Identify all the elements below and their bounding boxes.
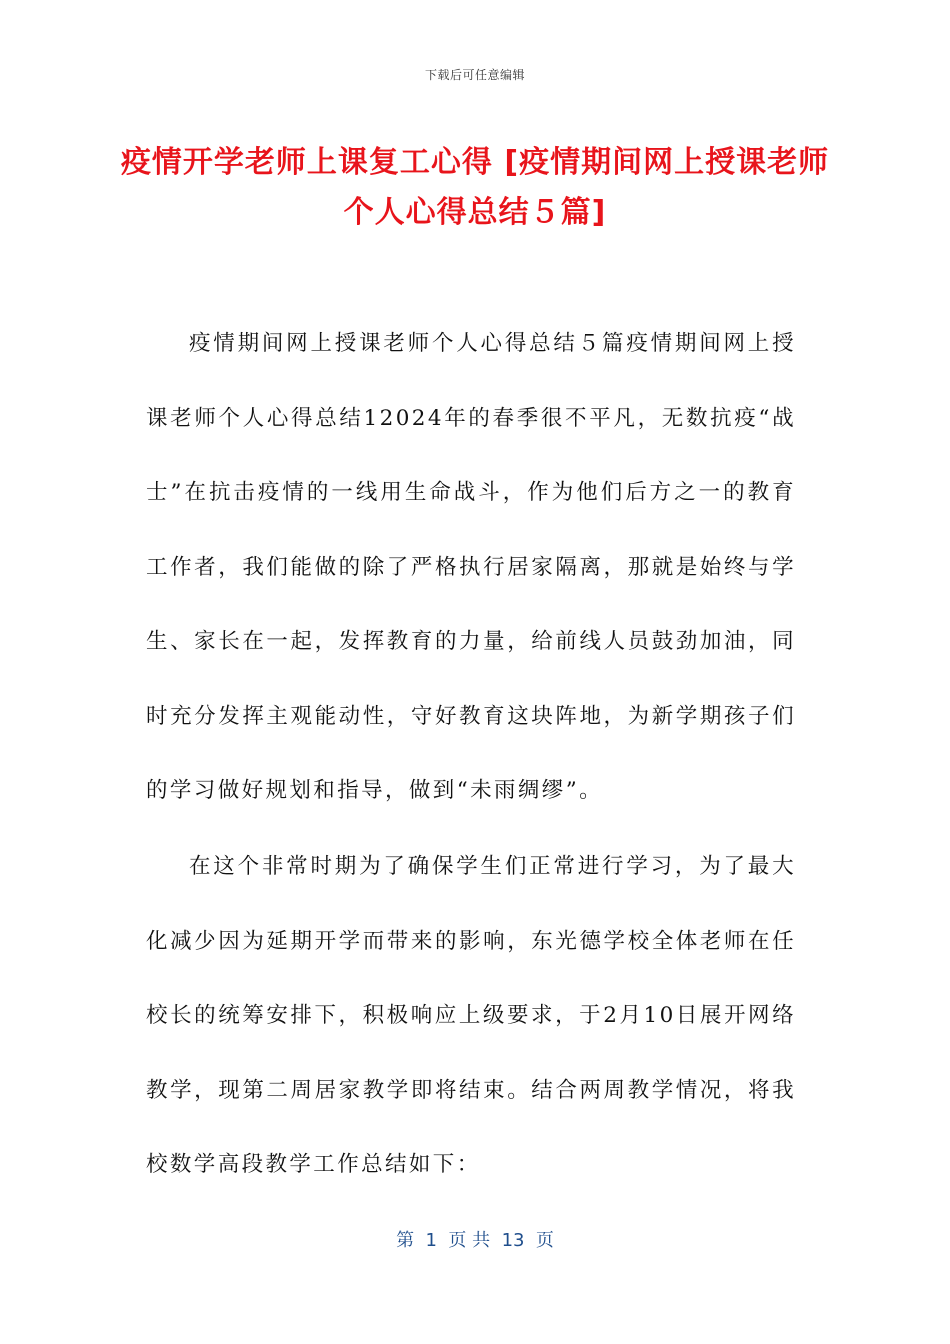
body-paragraph-2: 在这个非常时期为了确保学生们正常进行学习，为了最大化减少因为延期开学而带来的影响，东光德学校全体老师在任校长的统筹安排下，积极响应上级要求，于2月10日展开网络教学，现第二周居家教学即将结束。结合两周教学情况，将我校数学高段教学工作总结如下： [146,854,796,1177]
header-note: 下载后可任意编辑 [424,68,525,82]
page-footer: 第 1 页 共 13 页 [396,1230,554,1251]
body-paragraph-1: 疫情期间网上授课老师个人心得总结５篇疫情期间网上授课老师个人心得总结12024年的春季很不平凡，无数抗疫“战士”在抗击疫情的一线用生命战斗，作为他们后方之一的教育工作者，我们能做的除了严格执行居家隔离，那就是始终与学生、家长在一起，发挥教育的力量，给前线人员鼓劲加油，同时充分发挥主观能动性，守好教育这块阵地，为新学期孩子们的学习做好规划和指导，做到“未雨绸缪”。 [146,331,796,803]
document-title: 疫情开学老师上课复工心得 [疫情期间网上授课老师个人心得总结５篇] [120,145,830,230]
